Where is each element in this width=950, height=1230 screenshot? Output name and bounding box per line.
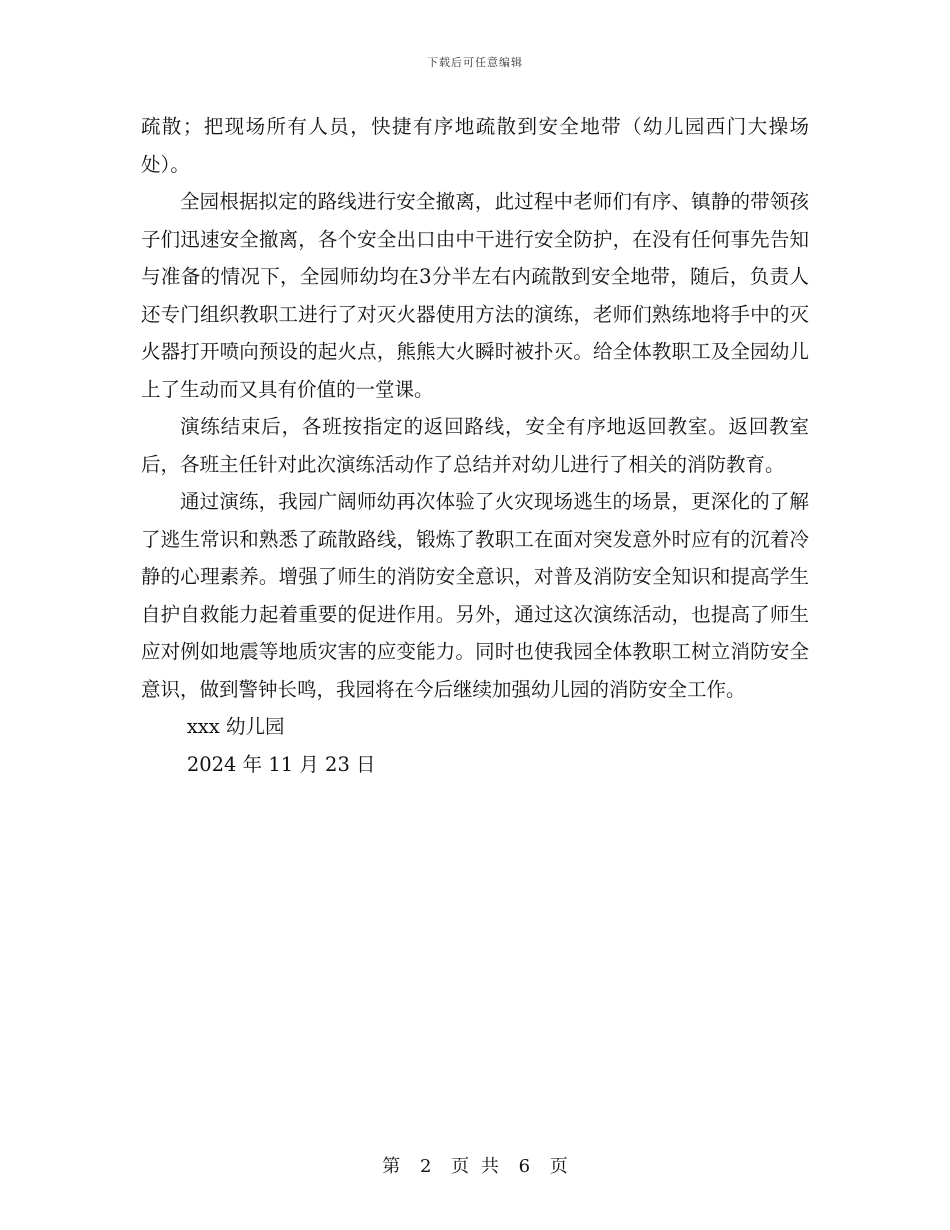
paragraph-drill-end: 演练结束后，各班按指定的返回路线，安全有序地返回教室。返回教室后，各班主任针对此次演练活动作了总结并对幼儿进行了相关的消防教育。 — [141, 415, 809, 476]
page-header: 下载后可任意编辑 — [427, 56, 523, 69]
document-body — [141, 108, 809, 783]
paragraph-drill-process: 全园根据拟定的路线进行安全撤离，此过程中老师们有序、镇静的带领孩子们迅速安全撤离，各个安全出口由中干进行安全防护，在没有任何事先告知与准备的情况下，全园师幼均在3分半左右内疏散到安全地带，随后，负责人还专门组织教职工进行了对灭火器使用方法的演练，老师们熟练地将手中的灭火器打开喷向预设的起火点，熊熊大火瞬时被扑灭。给全体教职工及全园幼儿上了生动而又具有价值的一堂课。 — [141, 190, 809, 401]
footer-prefix: 第 — [382, 1156, 401, 1177]
footer-total-pages: 6 — [518, 1156, 531, 1177]
footer-page-number: 2 — [419, 1156, 432, 1177]
paragraph-summary: 通过演练，我园广阔师幼再次体验了火灾现场逃生的场景，更深化的了解了逃生常识和熟悉了疏散路线，锻炼了教职工在面对突发意外时应有的沉着冷静的心理素养。增强了师生的消防安全意识，对普及消防安全知识和提高学生自护自救能力起着重要的促进作用。另外，通过这次演练活动，也提高了师生应对例如地震等地质灾害的应变能力。同时也使我园全体教职工树立消防安全意识，做到警钟长鸣，我园将在今后继续加强幼儿园的消防安全工作。 — [141, 490, 809, 701]
paragraph-evacuation: 疏散；把现场所有人员，快捷有序地疏散到安全地带（幼儿园西门大操场处）。 — [141, 115, 809, 176]
footer-suffix: 页 — [549, 1156, 568, 1177]
signature-date: 2024 年 11 月 23 日 — [186, 752, 376, 776]
signature-org: xxx 幼儿园 — [186, 715, 285, 738]
page-footer — [0, 1152, 950, 1178]
footer-mid: 页 共 — [451, 1156, 499, 1177]
